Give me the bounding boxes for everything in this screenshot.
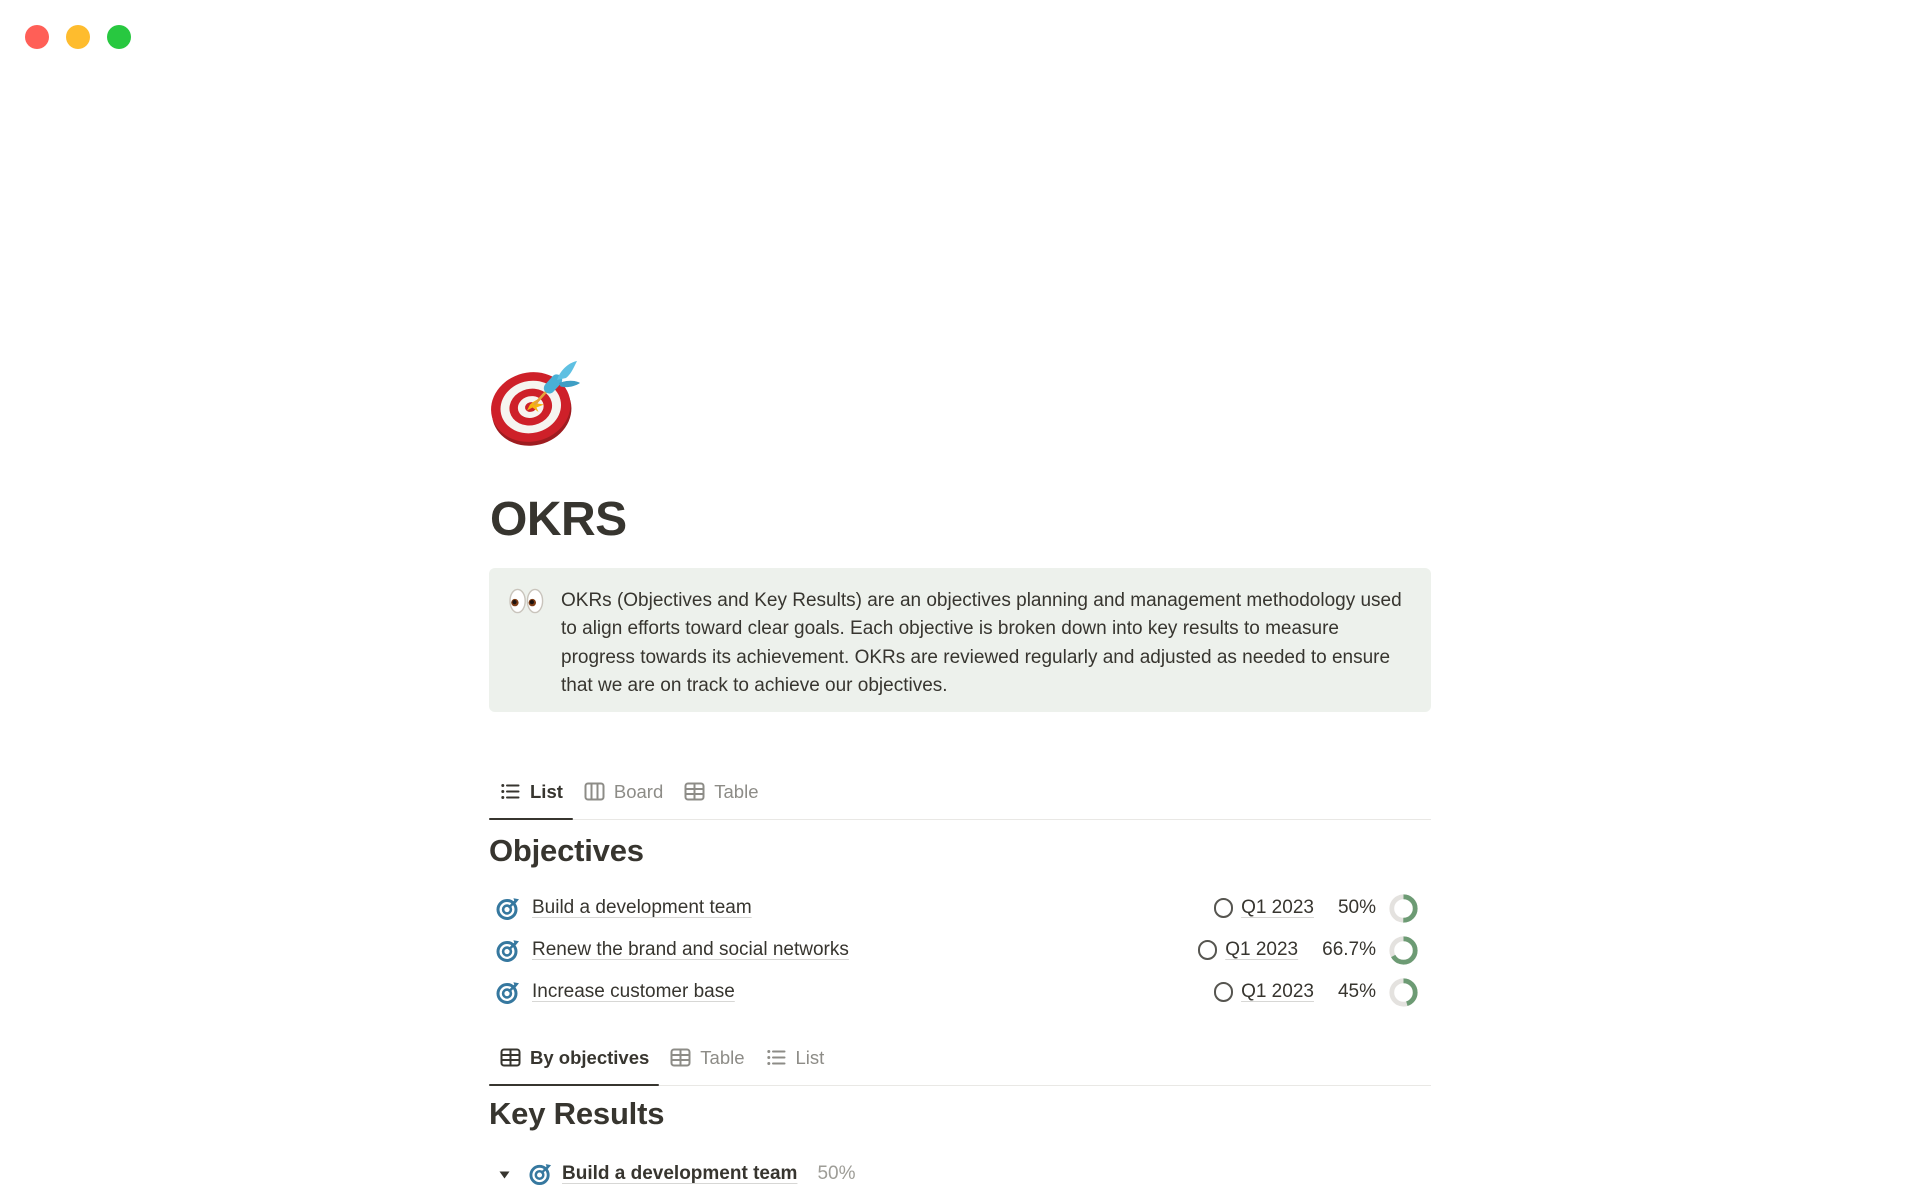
minimize-button[interactable]: [66, 25, 90, 49]
table-icon: [683, 780, 706, 803]
eyes-emoji-icon[interactable]: [509, 588, 544, 614]
objective-title: Increase customer base: [532, 981, 735, 1002]
objectives-list: [489, 887, 1431, 1013]
objective-properties: [1198, 936, 1431, 965]
objective-page-link[interactable]: [489, 980, 735, 1005]
tab-board[interactable]: [573, 774, 673, 819]
progress-ring: [1389, 894, 1418, 923]
progress-percent: 50%: [1337, 897, 1376, 918]
group-progress-percent: 50%: [817, 1163, 856, 1184]
callout-text[interactable]: OKRs (Objectives and Key Results) are an objectives planning and management methodology used to align efforts toward clear goals. Each objective is broken down into key results to measure progress towards its achievement. OKRs are reviewed regularly and adjusted as needed to ensure that we are on track to achieve our objectives.: [561, 590, 1402, 697]
tab-label: By objectives: [530, 1046, 650, 1068]
tab-label: Table: [714, 780, 759, 802]
tab-by-objectives[interactable]: [489, 1040, 659, 1085]
objective-properties: [1214, 894, 1431, 923]
tab-label: List: [795, 1046, 825, 1068]
tab-table[interactable]: [659, 1040, 754, 1085]
progress-ring: [1389, 978, 1418, 1007]
status-circle-icon: [1214, 898, 1234, 918]
objective-row: [489, 929, 1431, 971]
quarter-relation-chip[interactable]: [1214, 897, 1314, 919]
objective-title: Renew the brand and social networks: [532, 939, 849, 960]
close-button[interactable]: [25, 25, 49, 49]
objective-page-link[interactable]: [489, 896, 752, 921]
window-controls: [25, 25, 131, 49]
blue-target-icon: [496, 980, 521, 1005]
status-circle-icon: [1198, 940, 1218, 960]
objectives-view-tabs: [489, 774, 1431, 820]
tab-list[interactable]: [755, 1040, 835, 1085]
page-title[interactable]: OKRS: [490, 493, 627, 546]
table-icon: [669, 1046, 692, 1069]
objective-properties: [1214, 978, 1431, 1007]
tab-list[interactable]: [489, 774, 573, 819]
page-icon-target-dart-emoji[interactable]: [487, 356, 583, 450]
board-icon: [583, 780, 606, 803]
objective-page-link[interactable]: [489, 938, 849, 963]
tab-label: Table: [700, 1046, 745, 1068]
tab-label: Board: [613, 780, 664, 802]
tab-table[interactable]: [673, 774, 768, 819]
blue-target-icon: [496, 896, 521, 921]
notion-page: [489, 0, 1431, 1200]
progress-percent: 66.7%: [1322, 939, 1376, 960]
key-results-heading: Key Results: [489, 1096, 665, 1131]
quarter-relation-chip[interactable]: [1198, 939, 1298, 961]
progress-percent: 45%: [1337, 981, 1376, 1002]
blue-target-icon: [529, 1162, 553, 1186]
quarter-relation-chip[interactable]: [1214, 981, 1314, 1003]
key-results-view-tabs: [489, 1040, 1431, 1086]
list-icon: [765, 1046, 788, 1069]
quarter-label: Q1 2023: [1225, 939, 1299, 960]
list-icon: [499, 780, 522, 803]
blue-target-icon: [496, 938, 521, 963]
objective-title: Build a development team: [532, 897, 752, 918]
key-results-group-row: [489, 1152, 1431, 1196]
objectives-heading: Objectives: [489, 833, 644, 868]
callout-block: [489, 568, 1431, 712]
objective-row: [489, 971, 1431, 1013]
progress-ring: [1389, 936, 1418, 965]
collapse-toggle-icon[interactable]: [498, 1168, 511, 1181]
quarter-label: Q1 2023: [1241, 897, 1314, 918]
objective-row: [489, 887, 1431, 929]
table-icon: [499, 1046, 522, 1069]
fullscreen-button[interactable]: [107, 25, 131, 49]
group-title-link[interactable]: Build a development team: [562, 1163, 798, 1184]
status-circle-icon: [1214, 982, 1234, 1002]
tab-label: List: [530, 780, 563, 802]
quarter-label: Q1 2023: [1241, 981, 1314, 1002]
